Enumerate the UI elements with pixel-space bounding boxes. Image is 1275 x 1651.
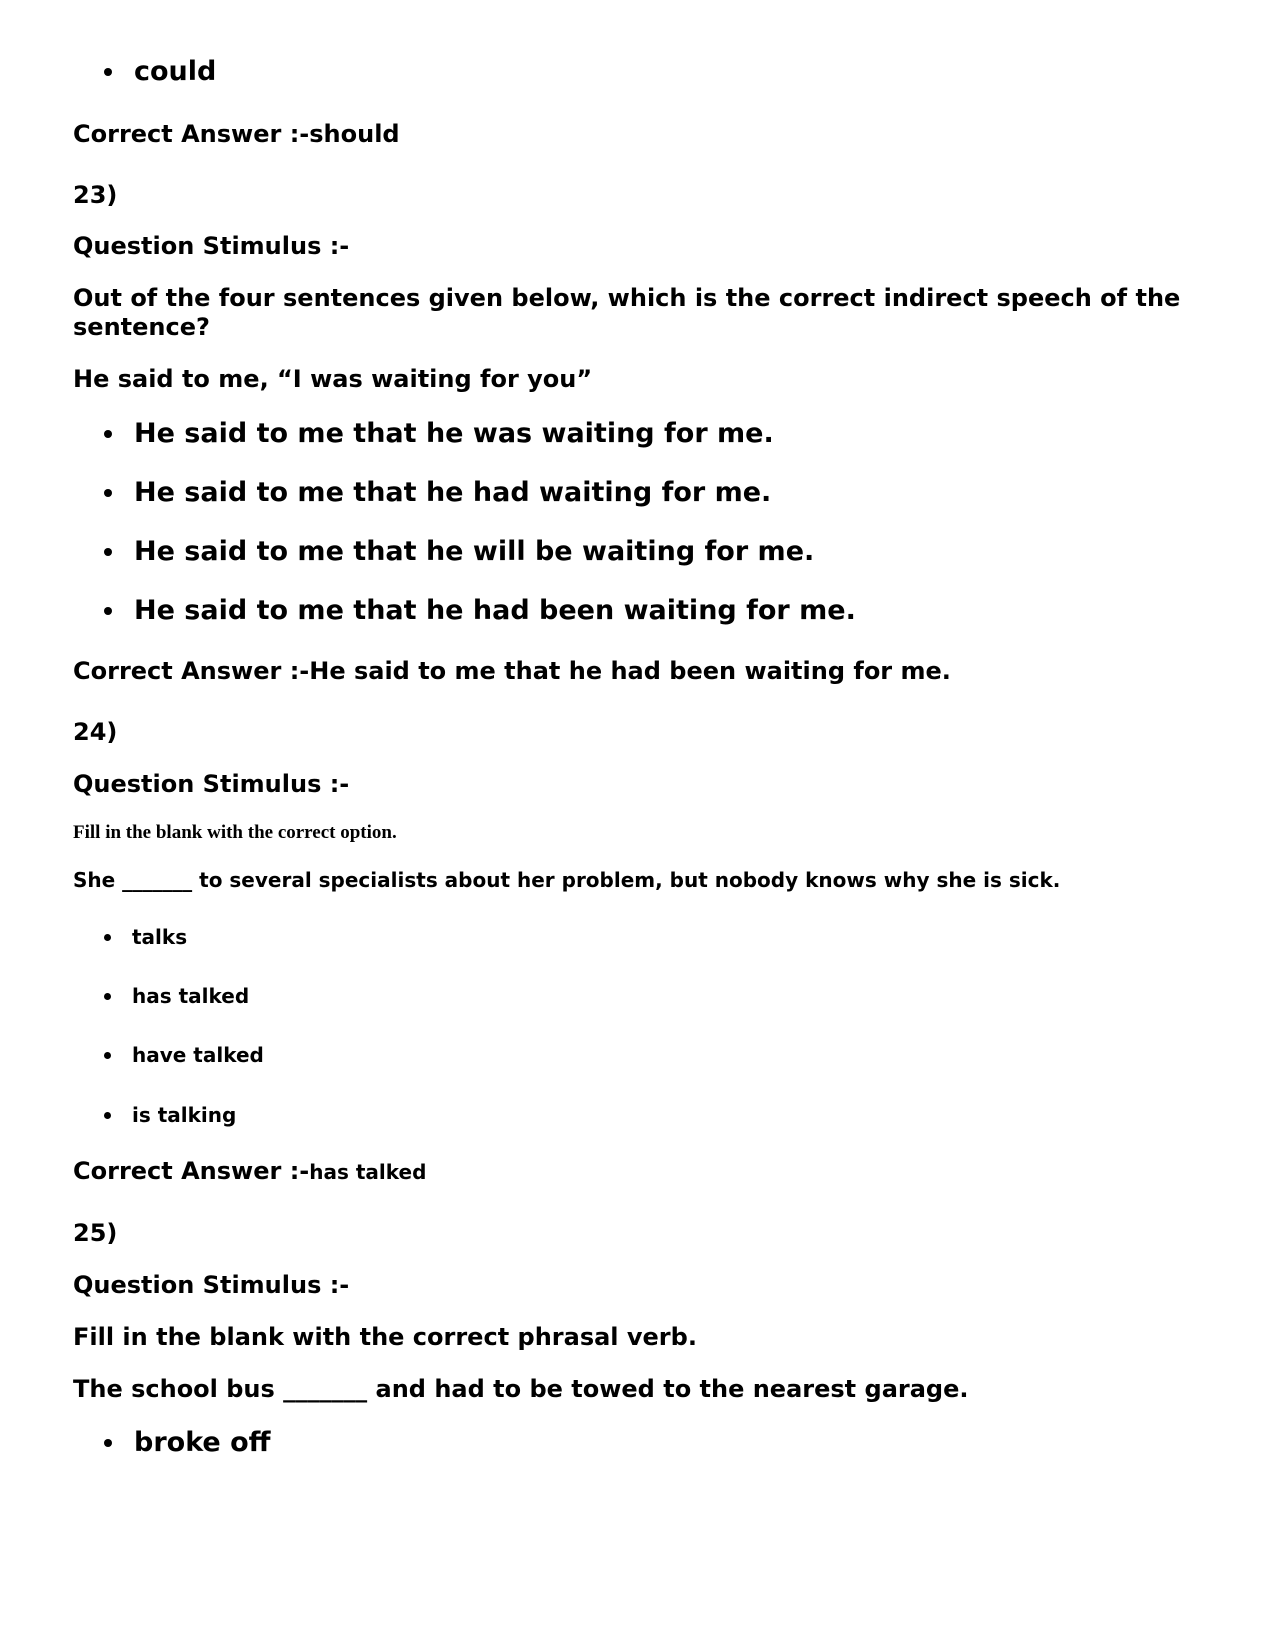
question-number: 24) — [73, 718, 118, 746]
option-text: is talking — [132, 1103, 237, 1127]
option-item — [104, 595, 856, 627]
question-sentence: The school bus _______ and had to be towed to the nearest garage. — [73, 1375, 969, 1403]
bullet-icon — [104, 993, 111, 1000]
correct-answer-value: should — [309, 120, 400, 148]
correct-answer-value: has talked — [309, 1160, 427, 1184]
question-instruction: Fill in the blank with the correct phrasal verb. — [73, 1323, 697, 1351]
bullet-icon — [104, 934, 111, 941]
option-item — [104, 536, 814, 568]
correct-answer-label: Correct Answer :- — [73, 1157, 310, 1185]
bullet-icon — [104, 607, 112, 615]
question-stimulus-label: Question Stimulus :- — [73, 770, 350, 798]
question-sentence: He said to me, “I was waiting for you” — [73, 365, 593, 393]
bullet-icon — [104, 489, 112, 497]
question-instruction: Fill in the blank with the correct option. — [73, 822, 397, 843]
bullet-icon — [104, 1112, 111, 1119]
option-text: He said to me that he was waiting for me. — [134, 418, 774, 449]
option-item — [104, 1043, 264, 1067]
correct-answer — [73, 120, 400, 149]
option-text: He said to me that he will be waiting for me. — [134, 536, 815, 567]
option-item — [104, 1427, 271, 1459]
correct-answer-label: Correct Answer :- — [73, 120, 310, 148]
option-text: He said to me that he had waiting for me. — [134, 477, 772, 508]
question-number: 23) — [73, 181, 118, 209]
option-item — [104, 477, 771, 509]
option-item — [104, 1103, 236, 1127]
option-text: broke off — [134, 1427, 271, 1458]
option-text: has talked — [132, 984, 250, 1008]
correct-answer — [73, 657, 951, 686]
option-text: He said to me that he had been waiting for me. — [134, 595, 856, 626]
bullet-icon — [104, 68, 112, 76]
option-text: talks — [132, 925, 188, 949]
question-stimulus-label: Question Stimulus :- — [73, 232, 350, 260]
correct-answer-label: Correct Answer :- — [73, 657, 310, 685]
option-text: could — [134, 56, 217, 87]
question-number: 25) — [73, 1219, 118, 1247]
option-item — [104, 984, 249, 1008]
question-stimulus-label: Question Stimulus :- — [73, 1271, 350, 1299]
correct-answer-value: He said to me that he had been waiting for me. — [309, 657, 951, 685]
option-item — [104, 418, 774, 450]
option-item — [104, 56, 216, 88]
bullet-icon — [104, 1439, 112, 1447]
option-item — [104, 925, 187, 949]
bullet-icon — [104, 1052, 111, 1059]
question-prompt: Out of the four sentences given below, which is the correct indirect speech of the sentence? — [73, 284, 1181, 341]
bullet-icon — [104, 430, 112, 438]
option-text: have talked — [132, 1043, 264, 1067]
bullet-icon — [104, 548, 112, 556]
question-sentence: She _______ to several specialists about her problem, but nobody knows why she is sick. — [73, 868, 1061, 892]
correct-answer — [73, 1157, 426, 1186]
